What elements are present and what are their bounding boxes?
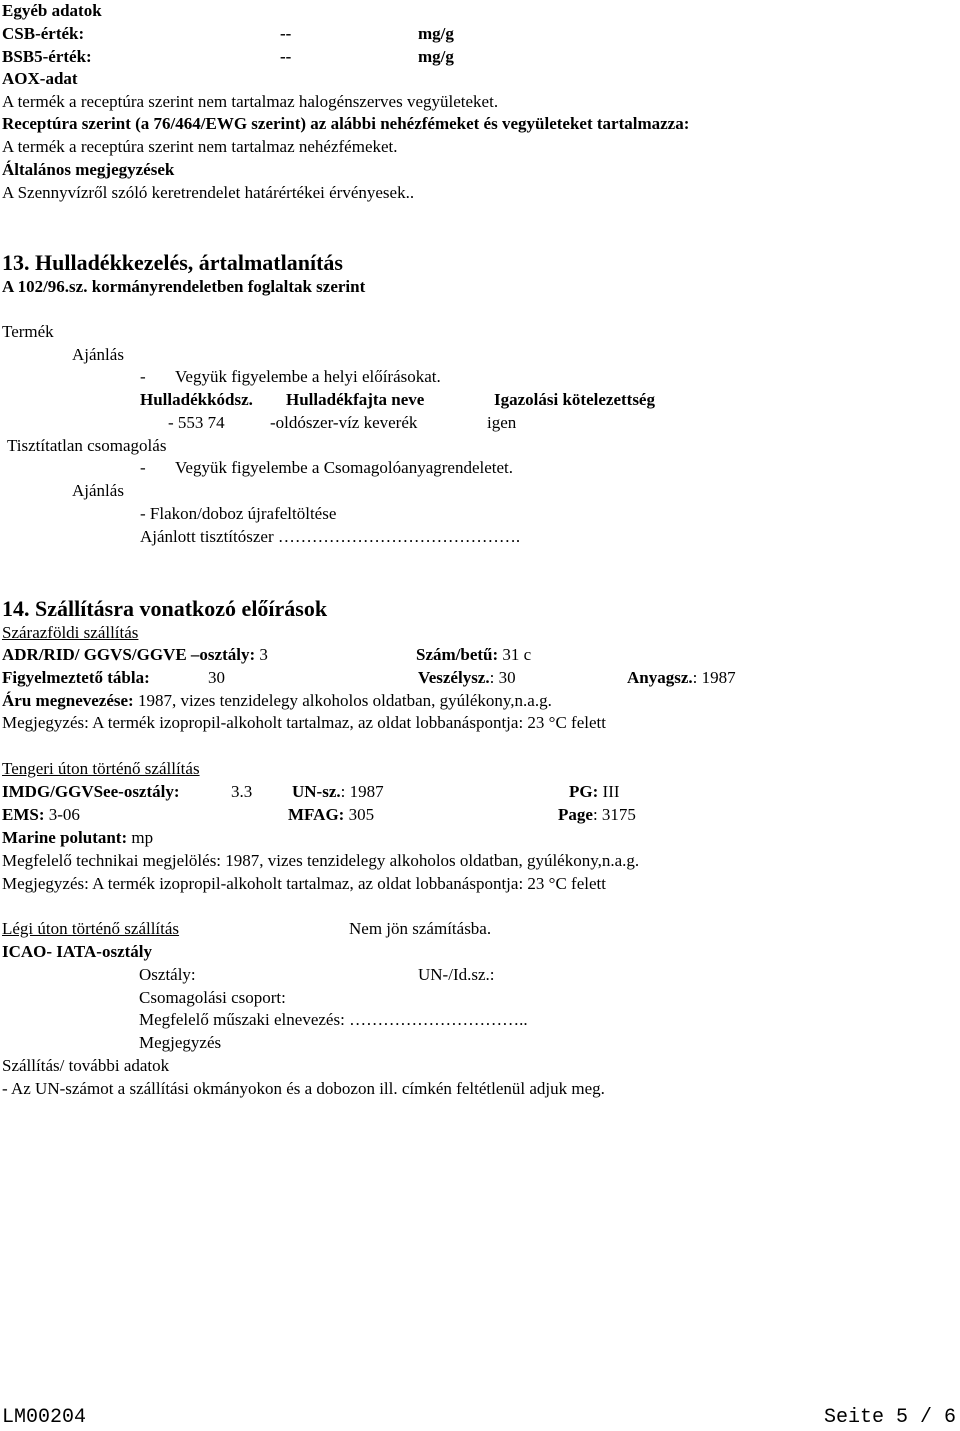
packaging-group-label: Csomagolási csoport: xyxy=(139,988,286,1007)
icao-label: ICAO- IATA-osztály xyxy=(2,942,152,961)
aox-text: A termék a receptúra szerint nem tartalmaz halogénszerves vegyületeket. xyxy=(2,92,499,111)
class-label: Osztály: xyxy=(139,965,196,984)
goods-row xyxy=(2,691,552,711)
vesz-value: : 30 xyxy=(489,668,516,687)
section-13-subtitle: A 102/96.sz. kormányrendeletben foglaltak szerint xyxy=(2,277,366,296)
pg-row xyxy=(569,782,620,802)
marine-row xyxy=(2,828,153,848)
other-data-heading: Egyéb adatok xyxy=(2,1,102,20)
imdg-label: IMDG/GGVSee-osztály: xyxy=(2,782,180,801)
product-label: Termék xyxy=(2,322,54,341)
adr-row xyxy=(2,645,268,665)
technical-name-row xyxy=(139,1010,528,1030)
remark-label: Megjegyzés xyxy=(139,1033,222,1052)
technical-name-dots: ………………………….. xyxy=(349,1010,528,1029)
warning-label: Figyelmeztető tábla: xyxy=(2,668,150,687)
szam-label: Szám/betű: xyxy=(416,645,499,664)
pg-label: PG: xyxy=(569,782,599,801)
bsb-value: -- xyxy=(280,47,292,66)
anyag-row xyxy=(627,668,736,688)
packaging-text: Vegyük figyelembe a Csomagolóanyagrendeletet. xyxy=(175,458,513,477)
cleaner-label: Ajánlott tisztítószer xyxy=(140,527,274,546)
land-transport-label: Szárazföldi szállítás xyxy=(2,623,139,642)
certification-header: Igazolási kötelezettség xyxy=(494,390,655,409)
waste-code-value: - 553 74 xyxy=(168,413,225,432)
imdg-value: 3.3 xyxy=(231,782,253,801)
recommendation-label: Ajánlás xyxy=(72,345,124,364)
sea-transport-label: Tengeri úton történő szállítás xyxy=(2,759,200,778)
un-id-label: UN-/Id.sz.: xyxy=(418,965,495,984)
section-14-title: 14. Szállításra vonatkozó előírások xyxy=(2,596,328,621)
un-label: UN-sz. xyxy=(292,782,341,801)
marine-label: Marine polutant: xyxy=(2,828,128,847)
air-transport-label: Légi úton történő szállítás xyxy=(2,919,180,938)
sea-note: Megjegyzés: A termék izopropil-alkoholt tartalmaz, az oldat lobbanáspontja: 23 °C felett xyxy=(2,874,606,893)
refill-text: - Flakon/doboz újrafeltöltése xyxy=(140,504,337,523)
ems-label: EMS: xyxy=(2,805,45,824)
marine-value: mp xyxy=(131,828,154,847)
goods-label: Áru megnevezése: xyxy=(2,691,134,710)
page-ref-row xyxy=(558,805,636,825)
pg-value: III xyxy=(602,782,620,801)
recommendation-dash: - xyxy=(140,367,146,386)
aox-label: AOX-adat xyxy=(2,69,78,88)
technical-name-label: Megfelelő műszaki elnevezés: xyxy=(139,1010,345,1029)
section-13-title: 13. Hulladékkezelés, ártalmatlanítás xyxy=(2,250,343,275)
anyag-label: Anyagsz. xyxy=(627,668,693,687)
adr-value: 3 xyxy=(259,645,268,664)
recommendation-text: Vegyük figyelembe a helyi előírásokat. xyxy=(175,367,441,386)
mfag-label: MFAG: xyxy=(288,805,345,824)
bsb-unit: mg/g xyxy=(418,47,454,66)
technical-designation: Megfelelő technikai megjelölés: 1987, vizes tenzidelegy alkoholos oldatban, gyúlékony,n.a.g. xyxy=(2,851,640,870)
footer-doc-id: LM00204 xyxy=(2,1406,87,1429)
vesz-row xyxy=(418,668,516,688)
cleaner-dots: ……………………………………. xyxy=(277,527,521,546)
csb-label: CSB-érték: xyxy=(2,24,85,43)
un-value: : 1987 xyxy=(340,782,384,801)
packaging-dash: - xyxy=(140,458,146,477)
further-data-label: Szállítás/ további adatok xyxy=(2,1056,170,1075)
air-transport-value: Nem jön számításba. xyxy=(349,919,492,938)
ems-row xyxy=(2,805,80,825)
further-data-text: - Az UN-számot a szállítási okmányokon és a dobozon ill. címkén feltétlenül adjuk meg. xyxy=(2,1079,605,1098)
szam-row xyxy=(416,645,531,665)
csb-value: -- xyxy=(280,24,292,43)
general-notes-text: A Szennyvízről szóló keretrendelet határértékei érvényesek.. xyxy=(2,183,415,202)
recommendation-label-2: Ajánlás xyxy=(72,481,124,500)
anyag-value: : 1987 xyxy=(692,668,736,687)
page-ref-value: : 3175 xyxy=(592,805,636,824)
footer-page-number: Seite 5 / 6 xyxy=(823,1406,956,1429)
packaging-label: Tisztítatlan csomagolás xyxy=(7,436,167,455)
cleaner-text xyxy=(140,527,520,547)
mfag-value: 305 xyxy=(348,805,375,824)
land-note: Megjegyzés: A termék izopropil-alkoholt tartalmaz, az oldat lobbanáspontja: 23 °C felett xyxy=(2,713,606,732)
szam-value: 31 c xyxy=(502,645,532,664)
general-notes-label: Általános megjegyzések xyxy=(2,160,175,179)
certification-value: igen xyxy=(487,413,517,432)
adr-label: ADR/RID/ GGVS/GGVE –osztály: xyxy=(2,645,256,664)
vesz-label: Veszélysz. xyxy=(418,668,490,687)
ems-value: 3-06 xyxy=(48,805,80,824)
waste-code-header: Hulladékkódsz. xyxy=(140,390,253,409)
warning-value: 30 xyxy=(208,668,225,687)
waste-type-value: -oldószer-víz keverék xyxy=(270,413,418,432)
heavy-metals-label: Receptúra szerint (a 76/464/EWG szerint) az alábbi nehézfémeket és vegyületeket tartalmazza: xyxy=(2,114,690,133)
waste-type-header: Hulladékfajta neve xyxy=(286,390,425,409)
goods-value: 1987, vizes tenzidelegy alkoholos oldatban, gyúlékony,n.a.g. xyxy=(137,691,552,710)
page-ref-label: Page xyxy=(558,805,593,824)
mfag-row xyxy=(288,805,374,825)
csb-unit: mg/g xyxy=(418,24,454,43)
un-row xyxy=(292,782,384,802)
heavy-metals-text: A termék a receptúra szerint nem tartalmaz nehézfémeket. xyxy=(2,137,398,156)
bsb-label: BSB5-érték: xyxy=(2,47,92,66)
